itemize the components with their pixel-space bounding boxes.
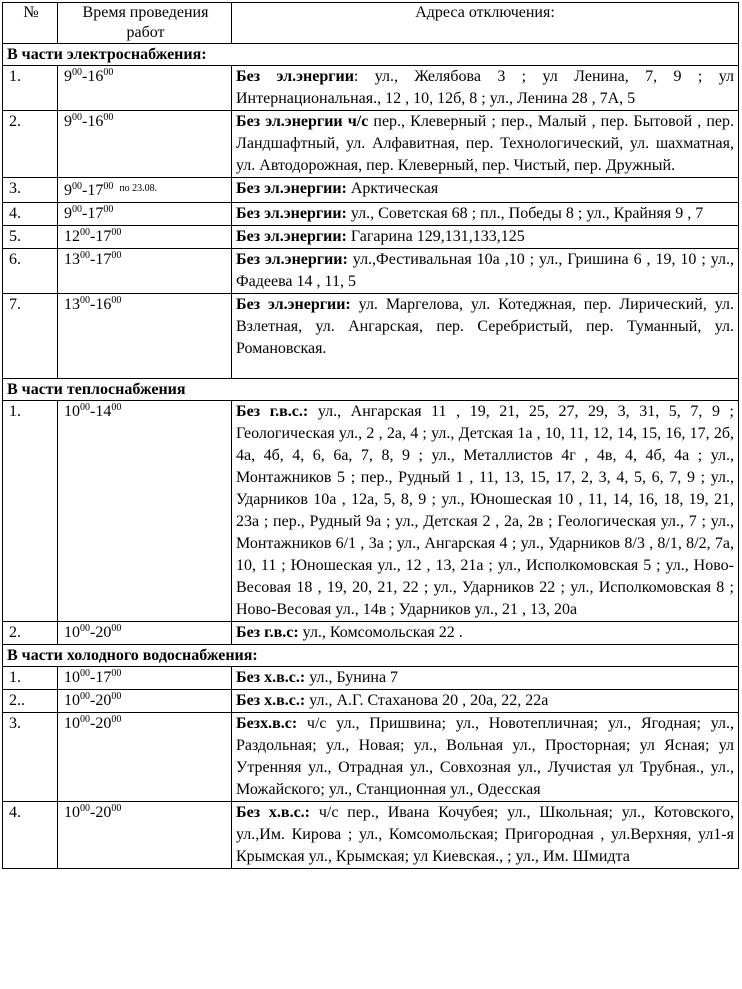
- outage-addresses: [232, 203, 739, 226]
- table-row: [3, 66, 739, 111]
- outage-type-label: Без х.в.с.:: [236, 692, 306, 709]
- work-time: $10^{00}-20^{00}$: [58, 690, 232, 713]
- end-hour: 20: [95, 715, 112, 732]
- work-time: $12^{00}-17^{00}$: [58, 226, 232, 249]
- header-row: [3, 3, 739, 44]
- end-hour: 20: [95, 692, 112, 709]
- start-hour: 13: [64, 251, 80, 268]
- row-number: 2..: [3, 690, 58, 713]
- outage-addresses: [232, 66, 739, 111]
- start-hour: 10: [64, 715, 80, 732]
- end-minutes: 00: [103, 112, 114, 123]
- end-minutes: 00: [103, 67, 114, 78]
- start-hour: 9: [64, 68, 72, 85]
- address-list: пер., Клеверный ; пер., Малый , пер. Бытовой , пер. Ландшафтный, ул. Алфавитная, пер. Технологический, ул. шахматная, ул. Автодорожная, пер. Клеверный, пер. Чистый, пер. Дружный.: [236, 113, 734, 174]
- end-minutes: 00: [111, 402, 122, 413]
- end-hour: 20: [95, 804, 112, 821]
- row-number: 4.: [3, 203, 58, 226]
- start-hour: 9: [64, 205, 72, 222]
- row-number: 4.: [3, 802, 58, 869]
- row-number: 7.: [3, 294, 58, 379]
- end-minutes: 00: [111, 227, 122, 238]
- section-title: В части теплоснабжения: [3, 379, 739, 401]
- start-minutes: 00: [80, 402, 90, 413]
- header-time: Время проведения работ: [58, 3, 232, 44]
- end-hour: 16: [87, 68, 104, 85]
- outage-addresses: [232, 178, 739, 203]
- outage-type-label: Без х.в.с.:: [236, 669, 306, 686]
- start-minutes: 00: [80, 623, 90, 634]
- table-row: [3, 226, 739, 249]
- work-time: $10^{00}-17^{00}$: [58, 667, 232, 690]
- outage-addresses: [232, 226, 739, 249]
- start-hour: 10: [64, 669, 80, 686]
- row-number: 1.: [3, 66, 58, 111]
- work-time: $10^{00}-20^{00}$: [58, 713, 232, 802]
- work-time: $9^{00}-16^{00}$: [58, 111, 232, 178]
- start-hour: 10: [64, 624, 80, 641]
- table-row: [3, 690, 739, 713]
- end-minutes: 00: [111, 714, 122, 725]
- address-list: ч/с пер., Ивана Кочубея; ул., Школьная; ул., Котовского, ул.,Им. Кирова ; ул., Комсомольская; Пригородная , ул.Верхняя, ул1-я Крымская ул., Крымская; ул Киевская., ; ул., Им. Шмидта: [236, 804, 735, 865]
- outage-addresses: [232, 622, 739, 645]
- outage-addresses: [232, 111, 739, 178]
- end-hour: 16: [95, 296, 112, 313]
- address-list: ул., Комсомольская 22 .: [298, 624, 463, 641]
- table-row: [3, 401, 739, 622]
- date-note: по 23.08.: [119, 183, 158, 194]
- outage-type-label: Безх.в.с:: [236, 715, 298, 732]
- start-hour: 10: [64, 403, 80, 420]
- start-minutes: 00: [80, 803, 90, 814]
- table-row: [3, 667, 739, 690]
- end-minutes: 00: [111, 668, 122, 679]
- start-hour: 9: [64, 182, 72, 199]
- start-minutes: 00: [80, 227, 90, 238]
- section-title: В части электроснабжения:: [3, 44, 739, 66]
- start-minutes: 00: [72, 204, 82, 215]
- work-time: $10^{00}-14^{00}$: [58, 401, 232, 622]
- end-minutes: 00: [103, 181, 114, 192]
- table-row: [3, 203, 739, 226]
- start-hour: 9: [64, 113, 72, 130]
- header-num: №: [3, 3, 58, 44]
- address-list: ч/с ул., Пришвина; ул., Новотепличная; ул., Ягодная; ул., Раздольная; ул., Новая; ул., Вольная ул., Просторная; ул Ясная; ул Утренняя ул., Отрадная ул., Совхозная ул., Лучистая ул Трубная., ул., Можайского; ул., Станционная ул., Одесская: [236, 715, 734, 798]
- table-row: [3, 249, 739, 294]
- end-hour: 17: [87, 205, 104, 222]
- section-header-row: [3, 379, 739, 401]
- address-list: ул., Бунина 7: [305, 669, 399, 686]
- start-minutes: 00: [80, 668, 90, 679]
- end-minutes: 00: [111, 623, 122, 634]
- end-hour: 16: [87, 113, 104, 130]
- end-minutes: 00: [103, 204, 114, 215]
- outage-table: [2, 2, 739, 869]
- outage-addresses: [232, 713, 739, 802]
- outage-addresses: [232, 249, 739, 294]
- address-list: ул., Ангарская 11 , 19, 21, 25, 27, 29, 3, 31, 5, 7, 9 ; Геологическая ул., 2 , 2а, 4 ; ул., Детская 1а , 10, 11, 12, 14, 15, 16, 17, 2б, 4а, 4б, 4, 6, 6а, 7, 8, 9 ; ул., Металлистов 4г , 4в, 4, 4б, 4а ; ул., Монтажников 5 ; пер., Рудный 1 , 11, 13, 15, 17, 2, 3, 4, 5, 6, 7, 9 ; ул., Ударников 10а , 12а, 5, 8, 9 ; ул., Юношеская 10 , 11, 14, 16, 18, 19, 21, 23а ; пер., Рудный 9а ; ул., Детская 2 , 2а, 2в ; Геологическая ул., 7 ; ул., Монтажников 6/1 , 3а ; ул., Ангарская 4 ; ул., Ударников 8/3 , 8/1, 8/2, 7а, 10, 11 ; Юношеская ул., 12 , 13, 21а ; ул., Исполкомовская 5 ; ул., Ново-Весовая 18 , 19, 20, 21, 22 ; ул., Ударников 22 ; ул., Исполкомовская 8 ; Ново-Весовая ул., 14в ; Ударников ул., 21 , 13, 20а: [236, 403, 735, 618]
- address-list: ул., Советская 68 ; пл., Победы 8 ; ул., Крайняя 9 , 7: [346, 205, 704, 222]
- address-list: Гагарина 129,131,133,125: [346, 228, 525, 245]
- end-minutes: 00: [111, 691, 122, 702]
- table-row: [3, 713, 739, 802]
- outage-type-label: Без г.в.с.:: [236, 403, 309, 420]
- end-hour: 17: [87, 182, 104, 199]
- start-hour: 13: [64, 296, 80, 313]
- work-time: $10^{00}-20^{00}$: [58, 622, 232, 645]
- start-hour: 10: [64, 804, 80, 821]
- work-time: $9^{00}-17^{00}$ $^{по 23.08.}$: [58, 178, 232, 203]
- table-row: [3, 178, 739, 203]
- outage-type-label: Без эл.энергии:: [236, 228, 347, 245]
- outage-addresses: [232, 667, 739, 690]
- work-time: $9^{00}-17^{00}$: [58, 203, 232, 226]
- row-number: 6.: [3, 249, 58, 294]
- row-number: 3.: [3, 178, 58, 203]
- start-minutes: 00: [80, 295, 90, 306]
- start-minutes: 00: [72, 67, 82, 78]
- end-hour: 20: [95, 624, 112, 641]
- end-minutes: 00: [111, 295, 122, 306]
- end-hour: 17: [95, 228, 112, 245]
- end-hour: 17: [95, 669, 112, 686]
- outage-type-label: Без эл.энергии:: [236, 296, 351, 313]
- start-minutes: 00: [72, 181, 82, 192]
- address-list: Арктическая: [346, 180, 439, 197]
- row-number: 2.: [3, 622, 58, 645]
- header-addresses: Адреса отключения:: [232, 3, 739, 44]
- row-number: 2.: [3, 111, 58, 178]
- end-minutes: 00: [111, 803, 122, 814]
- section-header-row: [3, 44, 739, 66]
- outage-type-label: Без г.в.с:: [236, 624, 299, 641]
- start-minutes: 00: [72, 112, 82, 123]
- end-hour: 14: [95, 403, 112, 420]
- end-hour: 17: [95, 251, 112, 268]
- work-time: $10^{00}-20^{00}$: [58, 802, 232, 869]
- address-list: ул. Маргелова, ул. Котеджная, пер. Лирический, ул. Взлетная, ул. Ангарская, пер. Серебристый, пер. Туманный, ул. Романовская.: [236, 296, 734, 357]
- work-time: $9^{00}-16^{00}$: [58, 66, 232, 111]
- outage-addresses: [232, 294, 739, 379]
- outage-addresses: [232, 401, 739, 622]
- row-number: 3.: [3, 713, 58, 802]
- work-time: $13^{00}-17^{00}$: [58, 249, 232, 294]
- start-minutes: 00: [80, 691, 90, 702]
- row-number: 1.: [3, 667, 58, 690]
- section-header-row: [3, 645, 739, 667]
- outage-type-label: Без эл.энергии:: [236, 251, 348, 268]
- table-row: [3, 802, 739, 869]
- outage-type-label: Без эл.энергии: [236, 68, 354, 85]
- address-list: ул., А.Г. Стаханова 20 , 20а, 22, 22а: [305, 692, 549, 709]
- address-list: : ул., Желябова 3 ; ул Ленина, 7, 9 ; ул Интернациональная., 12 , 10, 12б, 8 ; ул., Ленина 28 , 7А, 5: [236, 68, 734, 107]
- address-list: ул.,Фестивальная 10а ,10 ; ул., Гришина 6 , 19, 10 ; ул., Фадеева 14 , 11, 5: [236, 251, 735, 290]
- row-number: 1.: [3, 401, 58, 622]
- outage-type-label: Без эл.энергии:: [236, 180, 347, 197]
- work-time: $13^{00}-16^{00}$: [58, 294, 232, 379]
- start-minutes: 00: [80, 250, 90, 261]
- section-title: В части холодного водоснабжения:: [3, 645, 739, 667]
- start-hour: 12: [64, 228, 80, 245]
- start-minutes: 00: [80, 714, 90, 725]
- table-row: [3, 111, 739, 178]
- row-number: 5.: [3, 226, 58, 249]
- end-minutes: 00: [111, 250, 122, 261]
- start-hour: 10: [64, 692, 80, 709]
- table-row: [3, 622, 739, 645]
- outage-type-label: Без эл.энергии ч/с: [236, 113, 369, 130]
- outage-type-label: Без эл.энергии:: [236, 205, 347, 222]
- outage-type-label: Без х.в.с.:: [236, 804, 311, 821]
- outage-addresses: [232, 802, 739, 869]
- outage-addresses: [232, 690, 739, 713]
- table-row: [3, 294, 739, 379]
